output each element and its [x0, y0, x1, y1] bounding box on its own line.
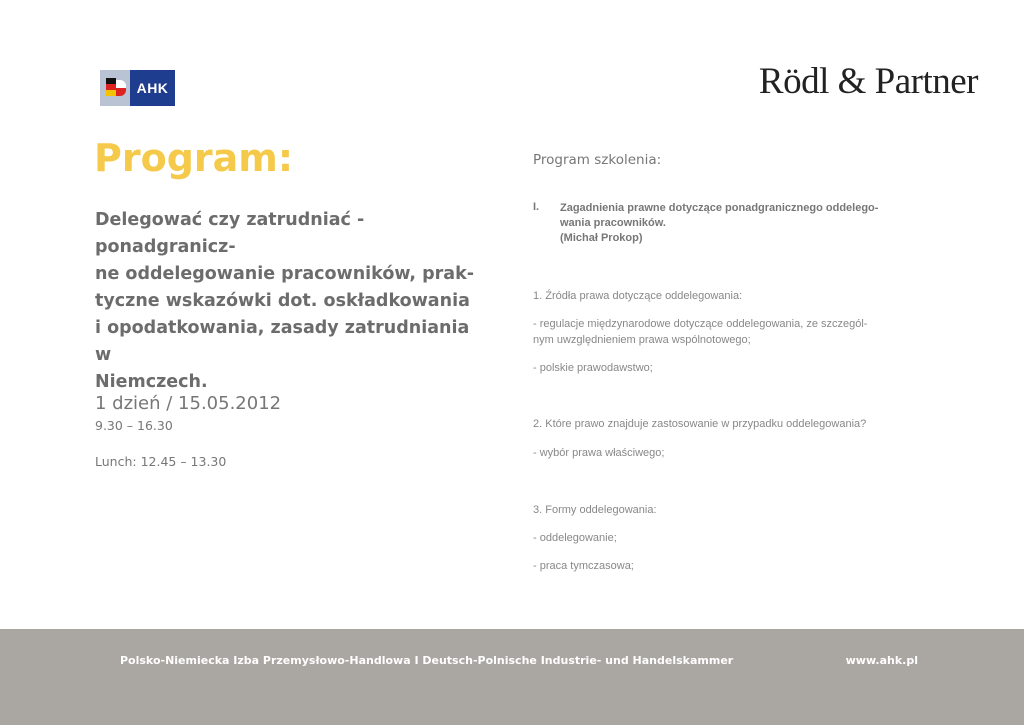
program-subtitle: Delegować czy zatrudniać - ponadgranicz- ne oddelegowanie pracowników, prak- tyczne wskazówki dot. oskładkowania i opodatkowania, zasady zatrudniania w Niemczech. — [95, 210, 475, 392]
footer-bar — [0, 629, 1024, 725]
rodl-partner-logo: Rödl & Partner — [758, 61, 978, 102]
list-item: 3. Formy oddelegowania: — [533, 504, 657, 516]
list-item: - oddelegowanie; — [533, 532, 617, 544]
list-item: - regulacje międzynarodowe dotyczące oddelegowania, ze szczegól- nym uwzględnieniem prawa wspólnotowego; — [533, 318, 868, 346]
footer-chamber-name: Polsko-Niemiecka Izba Przemysłowo-Handlowa I Deutsch-Polnische Industrie- und Handelskammer — [120, 654, 734, 667]
flag-icon — [100, 70, 130, 106]
section-title: Zagadnienia prawne dotyczące ponadgranicznego oddelego- wania pracowników. (Michał Prokop) — [560, 202, 879, 244]
list-item: 1. Źródła prawa dotyczące oddelegowania: — [533, 290, 743, 302]
section-number: I. — [533, 201, 540, 213]
ahk-logo — [100, 70, 175, 106]
program-heading: Program szkolenia: — [533, 152, 662, 168]
footer-website: www.ahk.pl — [845, 654, 918, 667]
list-item: - praca tymczasowa; — [533, 560, 634, 572]
list-item: 2. Które prawo znajduje zastosowanie w przypadku oddelegowania? — [533, 418, 867, 430]
page-title: Program: — [94, 136, 294, 180]
lunch-time: Lunch: 12.45 – 13.30 — [95, 454, 227, 469]
program-time: 9.30 – 16.30 — [95, 418, 173, 433]
list-item: - polskie prawodawstwo; — [533, 362, 653, 374]
ahk-logo-text: AHK — [130, 70, 175, 106]
program-date: 1 dzień / 15.05.2012 — [95, 393, 282, 414]
list-item: - wybór prawa właściwego; — [533, 447, 665, 459]
